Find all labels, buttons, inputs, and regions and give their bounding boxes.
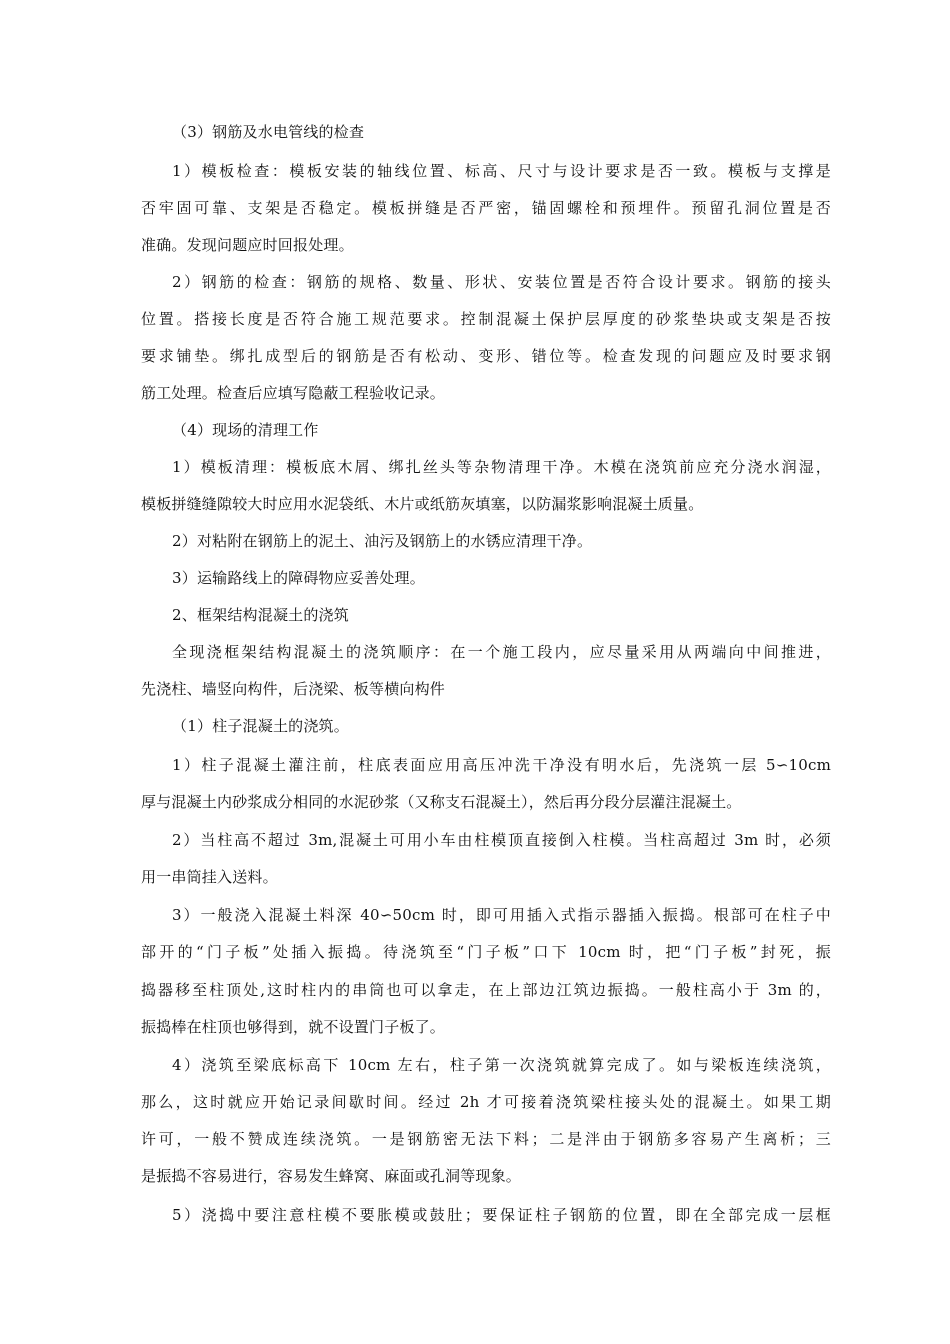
paragraph-line: 先浇柱、墙竖向构件，后浇梁、板等横向构件 bbox=[141, 680, 446, 698]
paragraph-line: 1）模板清理：模板底木屑、绑扎丝头等杂物清理干净。木模在浇筑前应充分浇水润湿， bbox=[172, 458, 831, 476]
paragraph-line: 4）浇筑至梁底标高下 10cm 左右，柱子第一次浇筑就算完成了。如与梁板连续浇筑， bbox=[172, 1056, 831, 1074]
paragraph-line: 否牢固可靠、支架是否稳定。模板拼缝是否严密，锚固螺栓和预埋件。预留孔洞位置是否 bbox=[141, 199, 831, 217]
paragraph-line: 要求铺垫。绑扎成型后的钢筋是否有松动、变形、错位等。检查发现的问题应及时要求钢 bbox=[141, 347, 831, 365]
paragraph-line: 筋工处理。检查后应填写隐蔽工程验收记录。 bbox=[141, 384, 446, 402]
paragraph-line: 用一串筒挂入送料。 bbox=[141, 868, 278, 886]
paragraph-line: 3）运输路线上的障碍物应妥善处理。 bbox=[172, 569, 425, 587]
section-heading: （3）钢筋及水电管线的检查 bbox=[172, 123, 365, 141]
paragraph-line: 厚与混凝土内砂浆成分相同的水泥砂浆（又称支石混凝土），然后再分段分层灌注混凝土。 bbox=[141, 793, 742, 811]
paragraph-line: 是振捣不容易进行，容易发生蜂窝、麻面或孔洞等现象。 bbox=[141, 1167, 522, 1185]
paragraph-line: 2）对粘附在钢筋上的泥土、油污及钢筋上的水锈应清理干净。 bbox=[172, 532, 593, 550]
paragraph-line: 许可，一般不赞成连续浇筑。一是钢筋密无法下料；二是泮由于钢筋多容易产生离析；三 bbox=[141, 1130, 831, 1148]
paragraph-line: 模板拼缝缝隙较大时应用水泥袋纸、木片或纸筋灰填塞，以防漏浆影响混凝土质量。 bbox=[141, 495, 704, 513]
paragraph-line: 捣器移至柱顶处,这时柱内的串筒也可以拿走，在上部边江筑边振捣。一般柱高小于 3m 的， bbox=[141, 981, 831, 999]
paragraph-line: 部开的“门子板”处插入振捣。待浇筑至“门子板”口下 10cm 时，把“门子板”封死，振 bbox=[141, 943, 831, 961]
paragraph-line: 1）柱子混凝土灌注前，柱底表面应用高压冲洗干净没有明水后，先浇筑一层 5∽10cm bbox=[172, 756, 831, 774]
paragraph-line: 1）模板检查：模板安装的轴线位置、标高、尺寸与设计要求是否一致。模板与支撑是 bbox=[172, 162, 831, 180]
section-heading: （4）现场的清理工作 bbox=[172, 421, 319, 439]
paragraph-line: 5）浇捣中要注意柱模不要胀模或鼓肚；要保证柱子钢筋的位置，即在全部完成一层框 bbox=[172, 1206, 831, 1224]
paragraph-line: 振捣棒在柱顶也够得到，就不设置门子板了。 bbox=[141, 1018, 446, 1036]
paragraph-line: 全现浇框架结构混凝土的浇筑顺序：在一个施工段内，应尽量采用从两端向中间推进， bbox=[172, 643, 831, 661]
paragraph-line: 那么，这时就应开始记录间歇时间。经过 2h 才可接着浇筑梁柱接头处的混凝土。如果工期 bbox=[141, 1093, 831, 1111]
paragraph-line: 2）钢筋的检查：钢筋的规格、数量、形状、安装位置是否符合设计要求。钢筋的接头 bbox=[172, 273, 831, 291]
paragraph-line: 位置。搭接长度是否符合施工规范要求。控制混凝土保护层厚度的砂浆垫块或支架是否按 bbox=[141, 310, 831, 328]
paragraph-line: 2）当柱高不超过 3m,混凝土可用小车由柱模顶直接倒入柱模。当柱高超过 3m 时，必须 bbox=[172, 831, 831, 849]
section-heading: 2、框架结构混凝土的浇筑 bbox=[172, 606, 349, 624]
section-heading: （1）柱子混凝土的浇筑。 bbox=[172, 717, 349, 735]
paragraph-line: 准确。发现问题应时回报处理。 bbox=[141, 236, 354, 254]
paragraph-line: 3）一般浇入混凝土料深 40∽50cm 时，即可用插入式指示器插入振捣。根部可在柱子中 bbox=[172, 906, 831, 924]
